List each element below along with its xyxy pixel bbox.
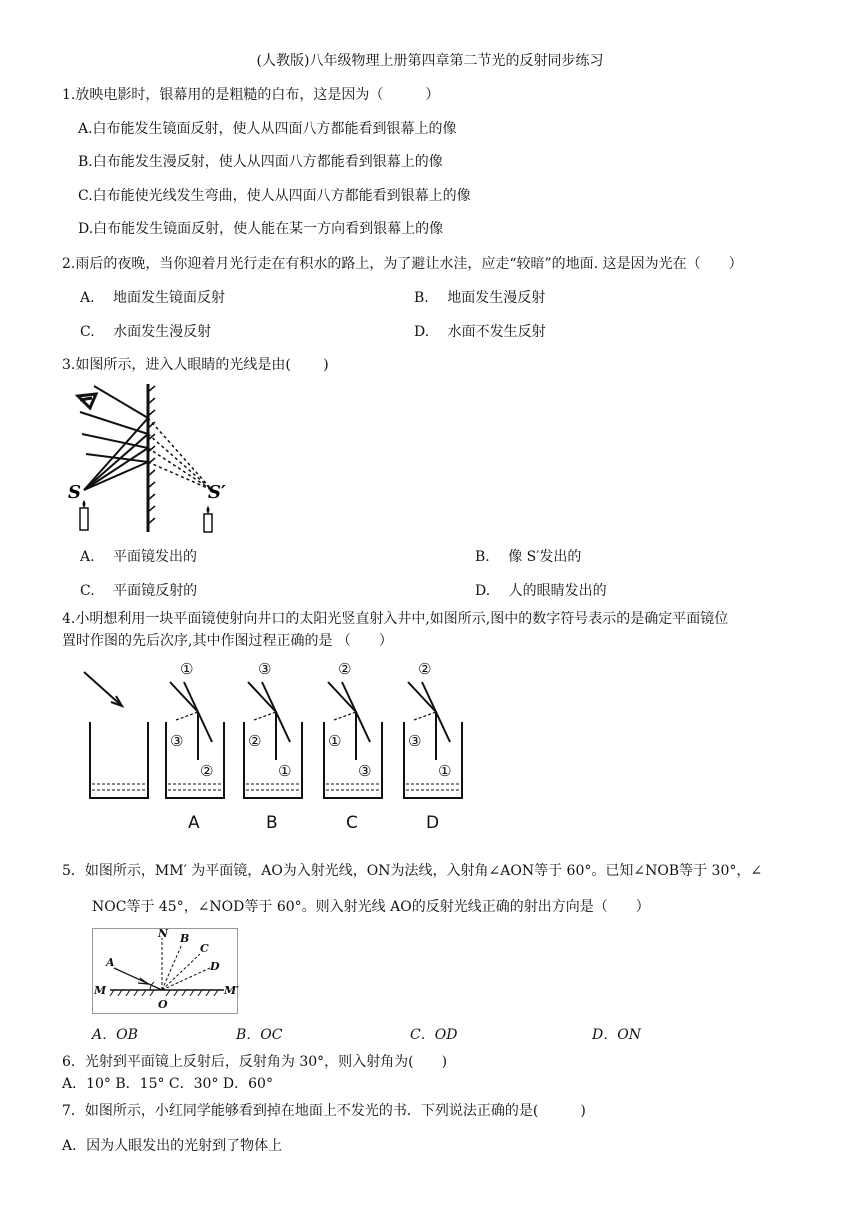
question-7-stem: 7．如图所示，小红同学能够看到掉在地面上不发光的书．下列说法正确的是( ) [62, 1103, 586, 1119]
well-d-mark-1: ② [418, 660, 432, 678]
label-s-prime: S′ [208, 482, 226, 503]
well-d-mark-3: ① [438, 762, 452, 780]
q2-option-b: B. 地面发生漫反射 [414, 290, 546, 306]
q3-option-d: D. 人的眼睛发出的 [475, 583, 607, 599]
label-b: B [180, 932, 190, 945]
well-label-a: A [188, 813, 200, 833]
question-5-stem-line2: NOC等于 45°，∠NOD等于 60°。则入射光线 AO的反射光线正确的射出方向是（ ） [92, 899, 650, 915]
q2-option-a: A. 地面发生镜面反射 [80, 290, 226, 306]
question-3-stem: 3.如图所示，进入人眼睛的光线是由( ) [62, 357, 329, 373]
label-m-prime: M′ [224, 984, 240, 997]
q4-wells-figure [80, 660, 480, 840]
q2-option-c: C. 水面发生漫反射 [80, 324, 212, 340]
well-a-mark-1: ① [180, 660, 194, 678]
q5-option-a: A．OB [92, 1027, 138, 1043]
q1-option-c: C.白布能使光线发生弯曲，使人从四面八方都能看到银幕上的像 [78, 188, 471, 204]
q2-option-d: D. 水面不发生反射 [414, 324, 546, 340]
question-2-stem: 2.雨后的夜晚，当你迎着月光行走在有积水的路上，为了避让水洼，应走“较暗”的地面. 这是因为光在（ ） [62, 256, 743, 272]
page-title: (人教版)八年级物理上册第四章第二节光的反射同步练习 [256, 53, 604, 69]
well-label-c: C [346, 813, 358, 833]
q6-options: A．10° B．15° C．30° D．60° [62, 1076, 273, 1092]
q5-mirror-angle-figure [92, 928, 238, 1014]
question-5-stem-line1: 5．如图所示，MM′ 为平面镜，AO为入射光线，ON为法线，入射角∠AON等于 60°。已知∠NOB等于 30°，∠ [62, 863, 763, 879]
question-1-stem: 1.放映电影时，银幕用的是粗糙的白布，这是因为（ ） [62, 87, 440, 103]
question-4-stem-line1: 4.小明想利用一块平面镜使射向井口的太阳光竖直射入井中,如图所示,图中的数字符号表示的是确定平面镜位 [62, 611, 729, 627]
well-c-mark-3: ③ [358, 762, 372, 780]
q5-option-c: C．OD [410, 1027, 458, 1043]
question-6-stem: 6．光射到平面镜上反射后，反射角为 30°，则入射角为( ) [62, 1054, 448, 1070]
q3-mirror-figure [66, 382, 246, 542]
q5-option-d: D．ON [592, 1027, 641, 1043]
candle-image-icon [204, 514, 212, 532]
label-d: D [210, 960, 220, 973]
q1-option-a: A.白布能发生镜面反射，使人从四面八方都能看到银幕上的像 [78, 121, 457, 137]
well-b-mark-1: ③ [258, 660, 272, 678]
well-c-mark-2: ① [328, 732, 342, 750]
q3-option-c: C. 平面镜反射的 [80, 583, 198, 599]
well-d-mark-2: ③ [408, 732, 422, 750]
question-4-stem-line2: 置时作图的先后次序,其中作图过程正确的是 （ ） [62, 633, 393, 649]
q3-option-b: B. 像 S′发出的 [475, 549, 582, 565]
label-m: M [94, 984, 107, 997]
well-b-mark-3: ① [278, 762, 292, 780]
well-b-mark-2: ② [248, 732, 262, 750]
eye-icon [78, 394, 96, 408]
q5-option-b: B．OC [236, 1027, 283, 1043]
well-label-d: D [426, 813, 440, 833]
label-c: C [200, 942, 209, 955]
label-s: S [68, 482, 81, 503]
well-a-mark-3: ② [200, 762, 214, 780]
label-n: N [158, 927, 169, 940]
well-a-mark-2: ③ [170, 732, 184, 750]
candle-icon [80, 508, 88, 530]
q7-option-a: A．因为人眼发出的光射到了物体上 [62, 1138, 283, 1154]
q3-option-a: A. 平面镜发出的 [80, 549, 198, 565]
well-label-b: B [266, 813, 278, 833]
q1-option-d: D.白布能发生镜面反射，使人能在某一方向看到银幕上的像 [78, 221, 444, 237]
label-o: O [158, 998, 168, 1011]
q1-option-b: B.白布能发生漫反射，使人从四面八方都能看到银幕上的像 [78, 154, 443, 170]
well-c-mark-1: ② [338, 660, 352, 678]
label-a: A [106, 956, 115, 969]
